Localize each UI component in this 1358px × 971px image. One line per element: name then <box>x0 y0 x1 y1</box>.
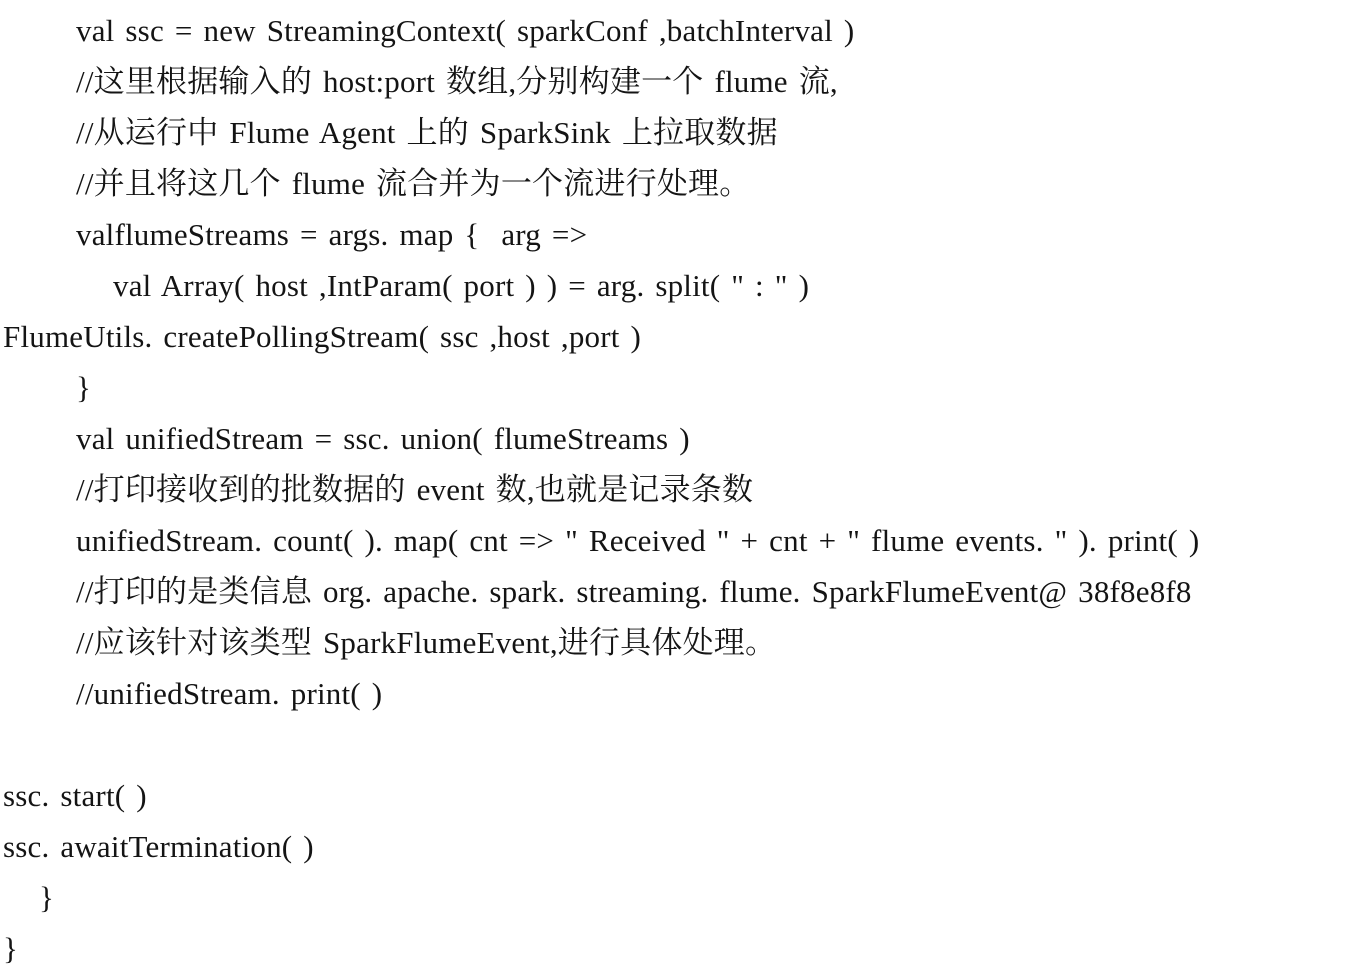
code-line-comment: //打印接收到的批数据的 event 数,也就是记录条数 <box>76 472 754 507</box>
code-line-closing-brace: } <box>39 880 55 915</box>
code-line-comment: //unifiedStream. print( ) <box>76 676 383 711</box>
code-line: ssc. start( ) <box>3 778 147 813</box>
code-listing <box>0 5 1358 971</box>
code-line: ssc. awaitTermination( ) <box>3 829 314 864</box>
code-line: val Array( host ,IntParam( port ) ) = arg. split( " : " ) <box>113 268 810 303</box>
code-line-closing-brace: } <box>76 370 92 405</box>
code-line-closing-brace: } <box>3 931 19 966</box>
blank-line <box>0 719 1358 770</box>
code-line-comment: //打印的是类信息 org. apache. spark. streaming. flume. SparkFlumeEvent@ 38f8e8f8 <box>76 574 1192 609</box>
code-line: val unifiedStream = ssc. union( flumeStreams ) <box>76 421 690 456</box>
code-line-comment: //这里根据输入的 host:port 数组,分别构建一个 flume 流, <box>76 64 838 99</box>
code-line: unifiedStream. count( ). map( cnt => " Received " + cnt + " flume events. " ). print( ) <box>76 523 1200 558</box>
code-line: val ssc = new StreamingContext( sparkConf ,batchInterval ) <box>76 13 855 48</box>
code-line-comment: //并且将这几个 flume 流合并为一个流进行处理。 <box>76 166 751 201</box>
code-line-comment: //从运行中 Flume Agent 上的 SparkSink 上拉取数据 <box>76 115 778 150</box>
code-line: valflumeStreams = args. map { arg => <box>76 217 588 252</box>
code-line-comment: //应该针对该类型 SparkFlumeEvent,进行具体处理。 <box>76 625 777 660</box>
code-line: FlumeUtils. createPollingStream( ssc ,host ,port ) <box>3 319 642 354</box>
